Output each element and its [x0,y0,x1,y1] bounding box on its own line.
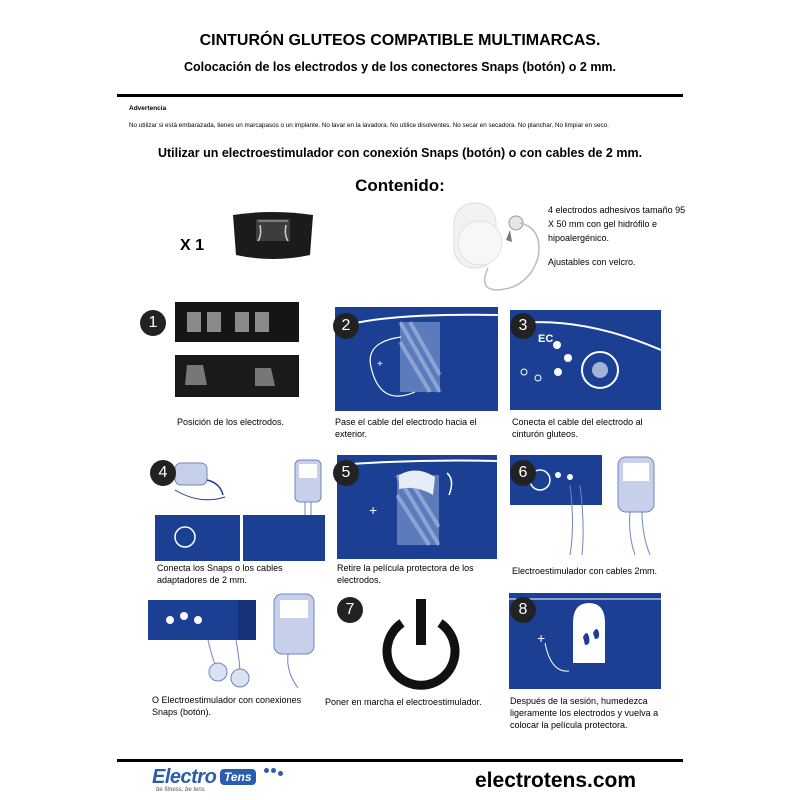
website-name: electrotens.com [475,769,637,792]
step-2-image [335,307,498,411]
logo-tagline: be fitness, be tens [156,787,205,793]
top-divider [117,94,683,97]
logo-dot-icon [271,768,276,773]
snaps-option-image [148,592,328,690]
electrode-adjust-note: Ajustables con velcro. [548,257,636,267]
logo-main-text: Electro [152,766,217,788]
electrode-description-block [548,203,688,279]
step-8-caption: Después de la sesión, humedezca ligeramente los electrodos y vuelva a colocar la película protectora. [510,696,659,730]
step-4-caption: Conecta los Snaps o los cables adaptadores de 2 mm. [157,563,283,585]
warning-heading: Advertencia [129,105,167,112]
logo-dot-icon [278,771,283,776]
step-2-caption: Pase el cable del electrodo hacia el exterior. [335,417,477,439]
svg-text:EC: EC [538,333,554,345]
svg-text:+: + [537,630,546,646]
belt-image [228,205,318,265]
bottom-divider [117,759,683,762]
logo-dot-icon [264,768,269,773]
step-3-number: 3 [510,313,536,339]
power-icon [378,595,464,691]
warning-text: No utilizar si está embarazada, tienes un marcapasos o un implante. No lavar en la lavadora. No utilice disolventes. No secar en secadora. No planchar. No limpiar en seco. [129,122,609,129]
snaps-option-caption: O Electroestimulador con conexiones Snaps (botón). [152,695,302,717]
step-3-caption: Conecta el cable del electrodo al cinturón gluteos. [512,417,643,439]
step-5-image [337,455,497,559]
page-subtitle: Colocación de los electrodos y de los conectores Snaps (botón) o 2 mm. [183,60,617,74]
electrode-description: 4 electrodos adhesivos tamaño 95 X 50 mm con gel hidrófilo e hipoalergénico. [548,205,686,243]
svg-text:+: + [377,359,383,370]
electrode-image [448,198,548,298]
step-2-number: 2 [333,313,359,339]
belt-quantity: X 1 [180,237,205,254]
step-1-caption: Posición de los electrodos. [177,417,285,427]
step-5-caption: Retire la película protectora de los electrodos. [337,563,474,585]
step-4-number: 4 [150,460,176,486]
step-6-caption: Electroestimulador con cables 2mm. [512,566,658,576]
electrotens-logo [152,766,292,796]
step-7-number: 7 [337,597,363,623]
step-6-number: 6 [510,460,536,486]
usage-note: Utilizar un electroestimulador con conexión Snaps (botón) o con cables de 2 mm. [157,146,643,160]
logo-badge: Tens [220,769,256,785]
step-5-number: 5 [333,460,359,486]
step-1-image [175,300,300,400]
contents-heading: Contenido: [355,176,445,195]
svg-text:+: + [369,502,378,518]
step-7-caption: Poner en marcha el electroestimulador. [325,697,482,707]
page-title: CINTURÓN GLUTEOS COMPATIBLE MULTIMARCAS. [199,32,601,49]
step-4-image [155,455,325,561]
step-8-number: 8 [510,597,536,623]
step-1-number: 1 [140,310,166,336]
